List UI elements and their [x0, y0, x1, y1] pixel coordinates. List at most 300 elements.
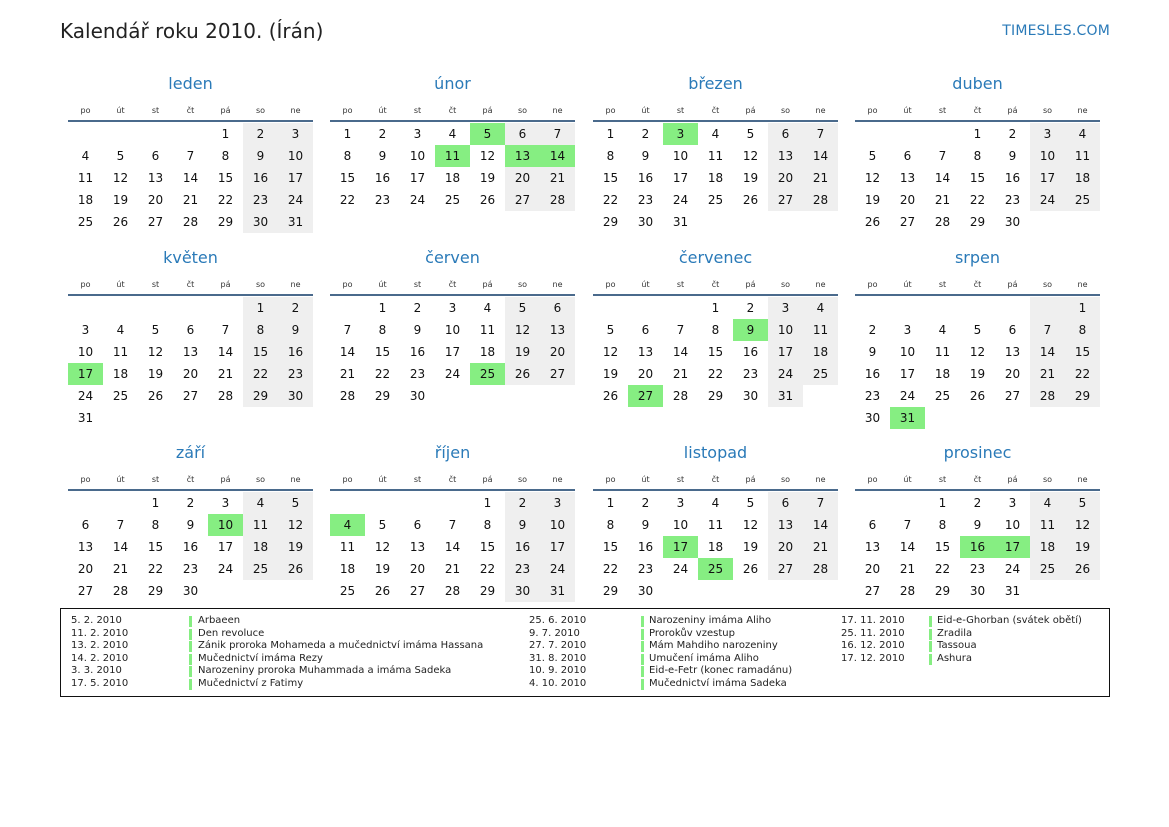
month-name: červen [425, 248, 480, 267]
day-cell: 3 [768, 297, 803, 319]
weekday-label: so [1042, 105, 1053, 115]
day-cell: 11 [803, 319, 838, 341]
month-name: květen [163, 248, 218, 267]
day-cell: 13 [409, 540, 426, 554]
weekday-label: st [938, 279, 947, 289]
weekday-label: pá [1007, 279, 1018, 289]
day-cell: 17 [540, 536, 575, 558]
day-cell: 23 [637, 562, 654, 576]
day-cell: 13 [768, 145, 803, 167]
day-cell: 28 [803, 558, 838, 580]
day-cell: 12 [112, 171, 129, 185]
legend-date: 17. 5. 2010 [71, 678, 129, 689]
day-cell: 22 [602, 193, 619, 207]
day-cell: 16 [742, 345, 759, 359]
day-cell: 18 [707, 171, 724, 185]
day-cell: 19 [112, 193, 129, 207]
legend-date: 16. 12. 2010 [841, 640, 905, 652]
day-cell: 1 [606, 496, 615, 510]
day-cell: 23 [1004, 193, 1021, 207]
day-cell: 30 [742, 389, 759, 403]
header-rule [68, 120, 313, 122]
weekday-header [68, 275, 313, 293]
day-cell: 15 [602, 171, 619, 185]
weekday-label: so [780, 105, 791, 115]
weekday-header [68, 101, 313, 119]
day-cell: 4 [243, 492, 278, 514]
weekday-label: st [413, 279, 422, 289]
month-name: srpen [954, 248, 1001, 267]
day-cell: 13 [182, 345, 199, 359]
day-cell: 1 [711, 301, 720, 315]
empty-cell [890, 297, 925, 319]
day-cell: 8 [483, 518, 492, 532]
day-cell: 8 [1065, 319, 1100, 341]
day-cell: 22 [602, 562, 619, 576]
day-cell: 20 [768, 167, 803, 189]
day-cell: 5 [116, 149, 125, 163]
day-cell: 25 [77, 215, 94, 229]
day-cell: 8 [221, 149, 230, 163]
day-cell: 9 [868, 345, 877, 359]
day-cell: 28 [672, 389, 689, 403]
day-cell: 15 [602, 540, 619, 554]
empty-cell [925, 297, 960, 319]
day-cell: 22 [934, 562, 951, 576]
weekday-label: pá [1007, 105, 1018, 115]
weekday-header [855, 101, 1100, 119]
day-cell: 17 [278, 167, 313, 189]
day-cell: 26 [505, 363, 540, 385]
day-cell: 6 [540, 297, 575, 319]
day-cell: 23 [742, 367, 759, 381]
weekday-label: ne [290, 474, 301, 484]
day-cell: 11 [934, 345, 951, 359]
day-cell: 13 [864, 540, 881, 554]
days-grid [330, 297, 575, 407]
day-cell: 29 [969, 215, 986, 229]
day-cell: 7 [343, 323, 352, 337]
weekday-label: st [151, 474, 160, 484]
day-cell: 29 [217, 215, 234, 229]
day-cell: 30 [1004, 215, 1021, 229]
day-cell: 12 [742, 149, 759, 163]
weekday-label: čt [448, 474, 457, 484]
day-cell: 13 [77, 540, 94, 554]
day-cell: 9 [378, 149, 387, 163]
month-3 [855, 74, 1100, 233]
empty-cell [138, 123, 173, 145]
legend-date: 17. 11. 2010 [841, 615, 905, 626]
day-cell: 24 [768, 363, 803, 385]
day-cell: 6 [81, 518, 90, 532]
month-7 [855, 248, 1100, 429]
day-cell: 18 [444, 171, 461, 185]
holiday-cell: 13 [505, 145, 540, 167]
days-grid [593, 123, 838, 233]
day-cell: 19 [479, 171, 496, 185]
day-cell: 20 [147, 193, 164, 207]
day-cell: 7 [803, 123, 838, 145]
day-cell: 5 [278, 492, 313, 514]
day-cell: 14 [899, 540, 916, 554]
day-cell: 13 [637, 345, 654, 359]
days-grid [593, 492, 838, 602]
day-cell: 26 [112, 215, 129, 229]
day-cell: 15 [479, 540, 496, 554]
weekday-label: út [903, 279, 912, 289]
day-cell: 4 [448, 127, 457, 141]
empty-cell [103, 297, 138, 319]
day-cell: 27 [77, 584, 94, 598]
day-cell: 24 [1004, 562, 1021, 576]
weekday-label: so [517, 279, 528, 289]
day-cell: 9 [505, 514, 540, 536]
day-cell: 23 [278, 363, 313, 385]
day-cell: 24 [409, 193, 426, 207]
day-cell: 1 [151, 496, 160, 510]
day-cell: 28 [112, 584, 129, 598]
legend-marker [189, 654, 192, 665]
day-cell: 4 [81, 149, 90, 163]
day-cell: 19 [864, 193, 881, 207]
day-cell: 25 [444, 193, 461, 207]
weekday-label: so [255, 474, 266, 484]
day-cell: 17 [1030, 167, 1065, 189]
legend-date: 3. 3. 2010 [71, 665, 122, 677]
legend-holiday-name: Mučednictví imáma Rezy [198, 652, 323, 664]
day-cell: 28 [339, 389, 356, 403]
day-cell: 22 [243, 363, 278, 385]
legend-holiday-name: Narozeniny imáma Aliho [649, 615, 772, 626]
weekday-label: so [1042, 474, 1053, 484]
weekday-header [330, 101, 575, 119]
day-cell: 5 [151, 323, 160, 337]
day-cell: 16 [637, 540, 654, 554]
day-cell: 12 [374, 540, 391, 554]
day-cell: 7 [903, 518, 912, 532]
holiday-cell: 9 [733, 319, 768, 341]
holiday-cell: 17 [995, 536, 1030, 558]
legend-holiday-name: Zradila [937, 627, 973, 639]
day-cell: 30 [243, 211, 278, 233]
holiday-cell: 5 [470, 123, 505, 145]
day-cell: 19 [1065, 536, 1100, 558]
weekday-header [593, 101, 838, 119]
weekday-label: čt [711, 279, 720, 289]
day-cell: 27 [768, 558, 803, 580]
day-cell: 1 [378, 301, 387, 315]
day-cell: 17 [444, 345, 461, 359]
day-cell: 25 [803, 363, 838, 385]
day-cell: 15 [243, 341, 278, 363]
day-cell: 2 [505, 492, 540, 514]
weekday-label: ne [1077, 279, 1088, 289]
empty-cell [925, 123, 960, 145]
day-cell: 17 [672, 171, 689, 185]
month-5 [330, 248, 575, 407]
day-cell: 8 [606, 149, 615, 163]
day-cell: 10 [1030, 145, 1065, 167]
weekday-label: st [676, 105, 685, 115]
empty-cell [890, 123, 925, 145]
empty-cell [855, 492, 890, 514]
day-cell: 10 [1004, 518, 1021, 532]
legend-marker [641, 641, 644, 652]
weekday-label: út [903, 474, 912, 484]
day-cell: 4 [1030, 492, 1065, 514]
day-cell: 28 [217, 389, 234, 403]
day-cell: 24 [899, 389, 916, 403]
weekday-label: čt [186, 105, 195, 115]
day-cell: 21 [182, 193, 199, 207]
day-cell: 2 [641, 496, 650, 510]
day-cell: 1 [606, 127, 615, 141]
day-cell: 10 [540, 514, 575, 536]
day-cell: 19 [742, 171, 759, 185]
day-cell: 24 [540, 558, 575, 580]
day-cell: 11 [707, 518, 724, 532]
weekday-label: pá [1007, 474, 1018, 484]
weekday-label: út [903, 105, 912, 115]
holiday-cell: 4 [330, 514, 365, 536]
weekday-header [855, 275, 1100, 293]
weekday-label: so [780, 279, 791, 289]
days-grid [330, 492, 575, 602]
header-rule [855, 489, 1100, 491]
empty-cell [593, 297, 628, 319]
day-cell: 1 [343, 127, 352, 141]
day-cell: 10 [409, 149, 426, 163]
month-8 [68, 443, 313, 602]
holiday-cell: 17 [68, 363, 103, 385]
day-cell: 18 [112, 367, 129, 381]
header-rule [68, 489, 313, 491]
holiday-cell: 27 [628, 385, 663, 407]
day-cell: 11 [77, 171, 94, 185]
day-cell: 16 [243, 167, 278, 189]
day-cell: 6 [505, 123, 540, 145]
legend-holiday-name: Mučednictví z Fatimy [198, 678, 304, 689]
weekday-label: st [938, 105, 947, 115]
day-cell: 28 [1030, 385, 1065, 407]
day-cell: 15 [217, 171, 234, 185]
day-cell: 25 [1030, 558, 1065, 580]
day-cell: 4 [711, 496, 720, 510]
day-cell: 6 [768, 492, 803, 514]
weekday-label: út [378, 105, 387, 115]
legend-marker [189, 641, 192, 652]
day-cell: 20 [182, 367, 199, 381]
holiday-cell: 3 [663, 123, 698, 145]
day-cell: 9 [413, 323, 422, 337]
day-cell: 23 [182, 562, 199, 576]
day-cell: 2 [868, 323, 877, 337]
day-cell: 26 [969, 389, 986, 403]
day-cell: 4 [711, 127, 720, 141]
day-cell: 13 [147, 171, 164, 185]
day-cell: 27 [768, 189, 803, 211]
weekday-label: po [867, 474, 878, 484]
weekday-label: po [80, 105, 91, 115]
month-0 [68, 74, 313, 233]
month-name: září [175, 443, 206, 462]
day-cell: 25 [243, 558, 278, 580]
month-name: prosinec [943, 443, 1012, 462]
day-cell: 18 [1065, 167, 1100, 189]
day-cell: 9 [243, 145, 278, 167]
day-cell: 21 [934, 193, 951, 207]
header-rule [330, 294, 575, 296]
day-cell: 29 [374, 389, 391, 403]
day-cell: 20 [899, 193, 916, 207]
holiday-cell: 11 [435, 145, 470, 167]
day-cell: 7 [938, 149, 947, 163]
month-name: duben [952, 74, 1003, 93]
day-cell: 8 [938, 518, 947, 532]
weekday-label: čt [973, 279, 982, 289]
day-cell: 27 [864, 584, 881, 598]
weekday-label: pá [220, 474, 231, 484]
day-cell: 20 [1004, 367, 1021, 381]
day-cell: 11 [339, 540, 356, 554]
day-cell: 24 [278, 189, 313, 211]
weekday-label: pá [482, 474, 493, 484]
day-cell: 25 [112, 389, 129, 403]
day-cell: 24 [217, 562, 234, 576]
day-cell: 3 [1030, 123, 1065, 145]
day-cell: 29 [602, 584, 619, 598]
day-cell: 27 [505, 189, 540, 211]
day-cell: 28 [803, 189, 838, 211]
day-cell: 1 [938, 496, 947, 510]
day-cell: 5 [746, 496, 755, 510]
weekday-label: čt [448, 279, 457, 289]
legend-marker [189, 679, 192, 690]
weekday-label: út [378, 474, 387, 484]
day-cell: 29 [1065, 385, 1100, 407]
day-cell: 20 [864, 562, 881, 576]
weekday-label: ne [552, 474, 563, 484]
days-grid [68, 492, 313, 602]
day-cell: 29 [602, 215, 619, 229]
day-cell: 26 [742, 562, 759, 576]
header-rule [855, 294, 1100, 296]
day-cell: 5 [378, 518, 387, 532]
empty-cell [890, 492, 925, 514]
day-cell: 18 [803, 341, 838, 363]
weekday-label: po [80, 279, 91, 289]
day-cell: 26 [1065, 558, 1100, 580]
month-name: březen [688, 74, 743, 93]
weekday-label: ne [815, 474, 826, 484]
day-cell: 8 [378, 323, 387, 337]
day-cell: 17 [217, 540, 234, 554]
day-cell: 6 [186, 323, 195, 337]
weekday-label: čt [186, 279, 195, 289]
empty-cell [68, 297, 103, 319]
day-cell: 19 [147, 367, 164, 381]
day-cell: 26 [479, 193, 496, 207]
legend-marker [189, 666, 192, 677]
day-cell: 21 [217, 367, 234, 381]
day-cell: 18 [77, 193, 94, 207]
weekday-label: po [342, 279, 353, 289]
day-cell: 30 [864, 411, 881, 425]
day-cell: 15 [374, 345, 391, 359]
day-cell: 24 [77, 389, 94, 403]
legend-marker [641, 666, 644, 677]
holiday-cell: 17 [663, 536, 698, 558]
legend-marker [929, 629, 932, 640]
day-cell: 10 [899, 345, 916, 359]
holiday-cell: 16 [960, 536, 995, 558]
legend-holiday-name: Tassoua [937, 640, 977, 652]
day-cell: 27 [409, 584, 426, 598]
day-cell: 13 [540, 319, 575, 341]
weekday-label: ne [552, 279, 563, 289]
weekday-label: út [641, 279, 650, 289]
day-cell: 23 [374, 193, 391, 207]
day-cell: 27 [540, 363, 575, 385]
day-cell: 6 [413, 518, 422, 532]
legend-marker [929, 654, 932, 665]
day-cell: 22 [969, 193, 986, 207]
legend-date: 25. 11. 2010 [841, 627, 905, 639]
weekday-header [330, 470, 575, 488]
holiday-cell: 31 [890, 407, 925, 429]
day-cell: 2 [186, 496, 195, 510]
day-cell: 31 [77, 411, 94, 425]
day-cell: 16 [1004, 171, 1021, 185]
day-cell: 11 [1030, 514, 1065, 536]
month-name: únor [434, 74, 471, 93]
month-name: říjen [434, 443, 471, 462]
legend-date: 31. 8. 2010 [529, 652, 587, 664]
legend-holiday-name: Narozeniny proroka Muhammada a imáma Sadeka [198, 665, 452, 677]
legend-date: 5. 2. 2010 [71, 615, 122, 626]
day-cell: 3 [448, 301, 457, 315]
day-cell: 16 [182, 540, 199, 554]
day-cell: 7 [186, 149, 195, 163]
brand-link[interactable]: TIMESLES.COM [1002, 23, 1110, 39]
day-cell: 15 [969, 171, 986, 185]
day-cell: 19 [278, 536, 313, 558]
day-cell: 16 [637, 171, 654, 185]
day-cell: 23 [864, 389, 881, 403]
day-cell: 5 [606, 323, 615, 337]
day-cell: 12 [147, 345, 164, 359]
day-cell: 13 [899, 171, 916, 185]
weekday-label: čt [448, 105, 457, 115]
day-cell: 4 [116, 323, 125, 337]
empty-cell [68, 492, 103, 514]
day-cell: 31 [540, 580, 575, 602]
header-rule [330, 489, 575, 491]
weekday-label: pá [220, 279, 231, 289]
day-cell: 23 [637, 193, 654, 207]
weekday-label: po [342, 105, 353, 115]
holiday-cell: 25 [470, 363, 505, 385]
day-cell: 12 [864, 171, 881, 185]
weekday-label: ne [1077, 474, 1088, 484]
day-cell: 2 [378, 127, 387, 141]
legend-holiday-name: Prorokův vzestup [649, 627, 735, 639]
day-cell: 7 [221, 323, 230, 337]
day-cell: 28 [540, 189, 575, 211]
day-cell: 8 [973, 149, 982, 163]
weekday-label: po [605, 105, 616, 115]
